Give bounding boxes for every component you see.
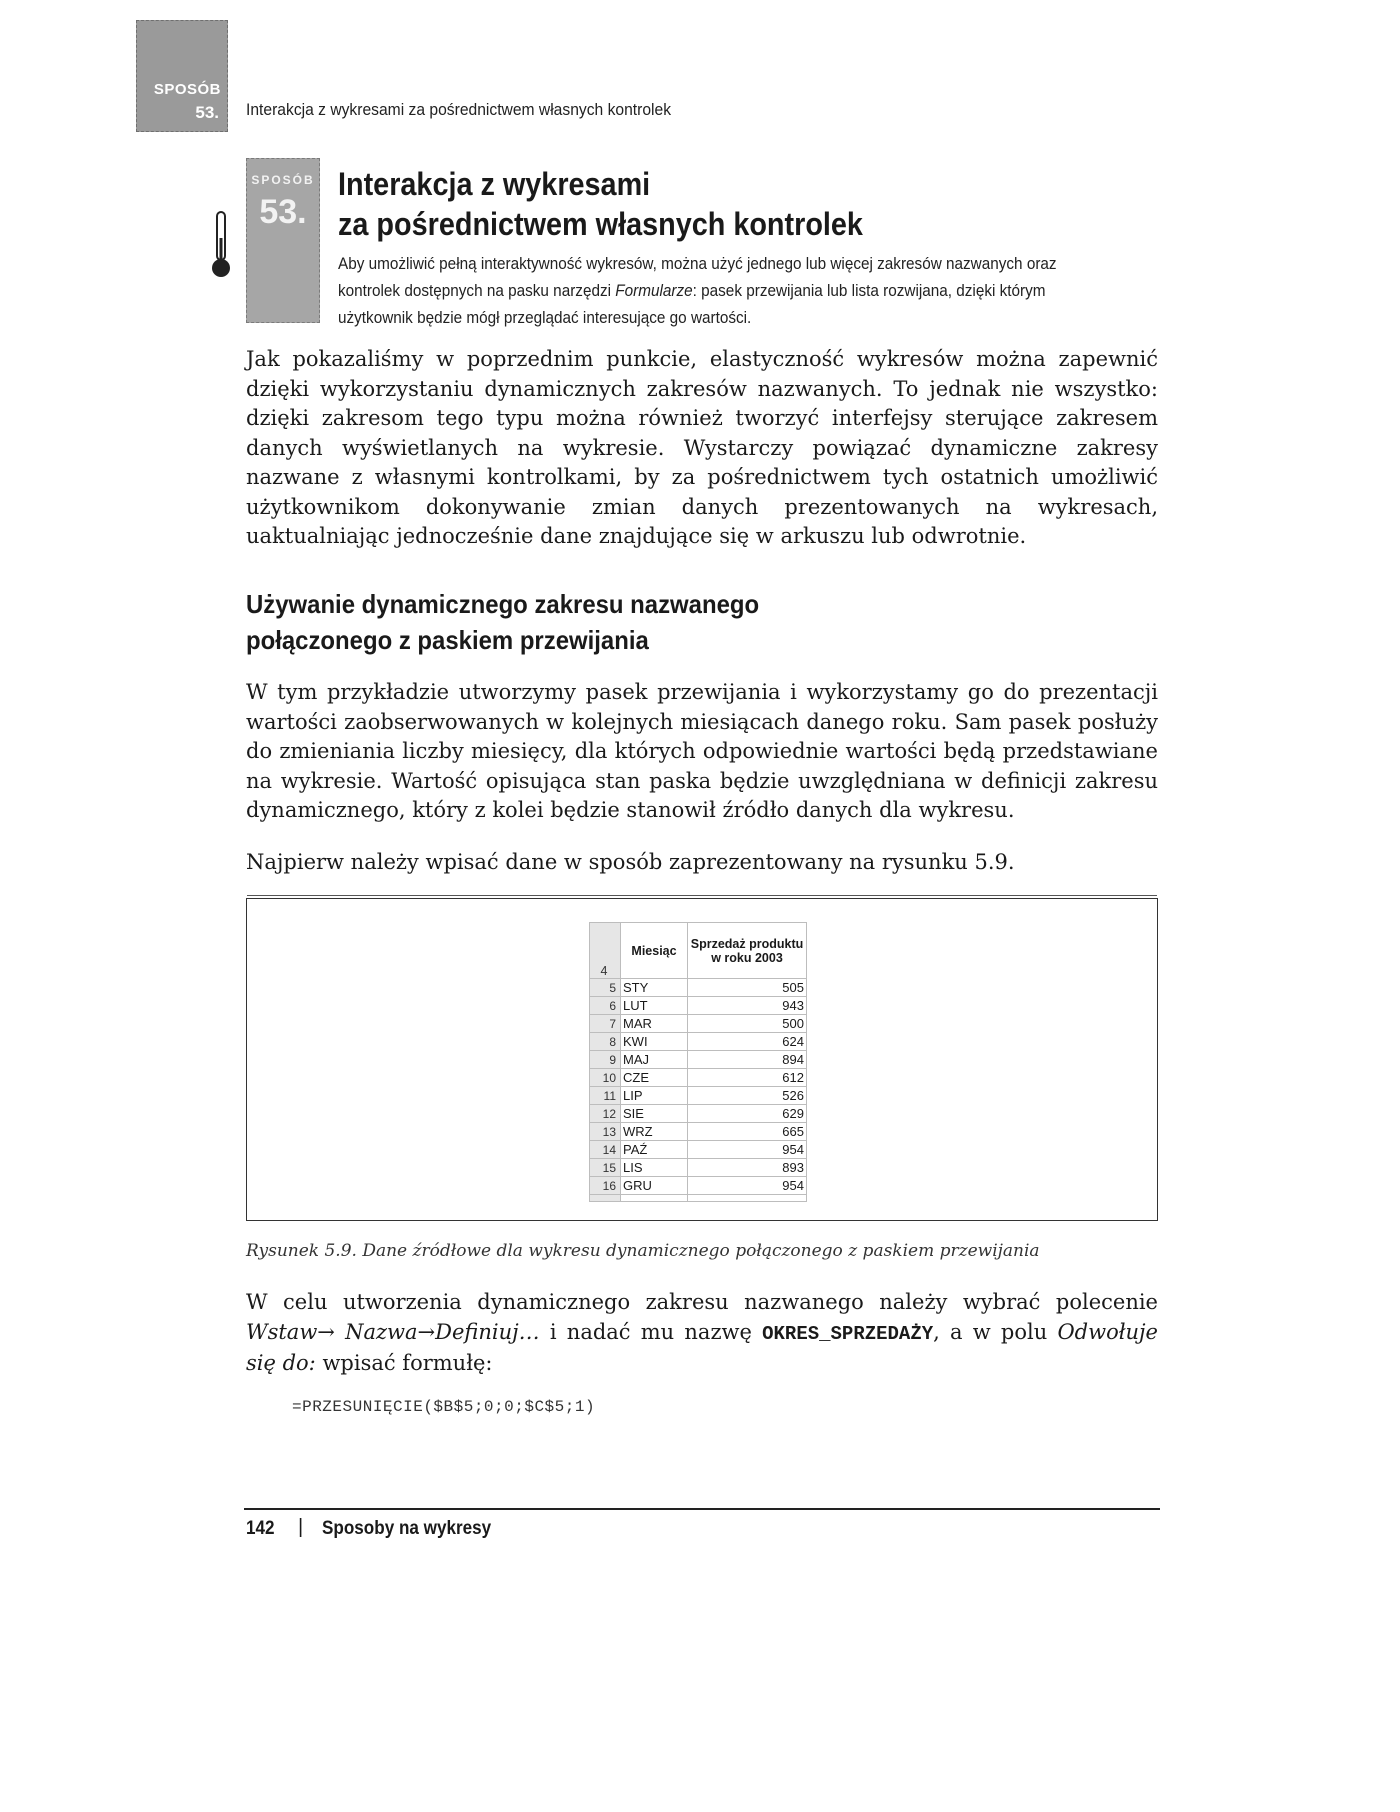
figure-caption: Rysunek 5.9. Dane źródłowe dla wykresu dynamicznego połączonego z paskiem przewijania (246, 1241, 1040, 1261)
row-header: 14 (590, 1141, 621, 1159)
paragraph-example: W tym przykładzie utworzymy pasek przewijania i wykorzystamy go do prezentacji wartości zaobserwowanych w kolejnych miesiącach danego roku. Sam pasek posłuży do zmieniania liczby miesięcy, dla których odpowiednie wartości będą przedstawiane na wykresie. Wartość opisująca stan paska będzie uwzględniana w definicji zakresu dynamicznego, który z kolei będzie stanowił źródło danych dla wykresu. (246, 680, 1158, 822)
paragraph-figure-ref: Najpierw należy wpisać dane w sposób zaprezentowany na rysunku 5.9. (246, 850, 1015, 874)
value-cell: 665 (688, 1123, 807, 1141)
row-header: 9 (590, 1051, 621, 1069)
footer-rule (244, 1508, 1160, 1510)
hack-summary-toolbar-name: Formularze (615, 281, 693, 300)
month-cell: MAJ (621, 1051, 688, 1069)
section-heading (246, 586, 759, 658)
spreadsheet-header-row (590, 923, 807, 979)
section-heading-line-2: połączonego z paskiem przewijania (246, 625, 649, 655)
footer-separator: | (298, 1516, 304, 1538)
month-cell: KWI (621, 1033, 688, 1051)
menu-path: Wstaw→ Nazwa→Definiuj… (246, 1319, 540, 1344)
table-row (590, 1123, 807, 1141)
row-header: 6 (590, 997, 621, 1015)
footer-book-title: Sposoby na wykresy (322, 1518, 492, 1539)
table-row (590, 1105, 807, 1123)
month-cell: LUT (621, 997, 688, 1015)
hack-summary-text: Aby umożliwić pełną interaktywność wykresów, można użyć jednego lub więcej zakresów nazwanych oraz kontrolek dostępnych na pasku narzędzi (338, 254, 1057, 300)
section-heading-line-1: Używanie dynamicznego zakresu nazwanego (246, 589, 760, 619)
table-row (590, 1141, 807, 1159)
table-row (590, 1177, 807, 1195)
hack-badge (246, 158, 320, 323)
table-row-partial (590, 1195, 807, 1202)
value-cell: 893 (688, 1159, 807, 1177)
page-number: 142 (246, 1518, 275, 1539)
hack-title-line-2: za pośrednictwem własnych kontrolek (338, 206, 863, 242)
month-cell: GRU (621, 1177, 688, 1195)
hack-summary-text-end: : pasek przewijania lub lista rozwijana, dzięki którym użytkownik będzie mógł przeglądać interesujące go wartości. (338, 281, 1046, 327)
table-row (590, 1051, 807, 1069)
value-cell: 526 (688, 1087, 807, 1105)
instructions-text-2: i nadać mu nazwę (539, 1319, 763, 1344)
row-header: 12 (590, 1105, 621, 1123)
value-cell: 943 (688, 997, 807, 1015)
row-header: 8 (590, 1033, 621, 1051)
row-header: 16 (590, 1177, 621, 1195)
row-header: 4 (590, 923, 621, 979)
hack-title (338, 164, 863, 244)
value-cell: 954 (688, 1177, 807, 1195)
row-header: 15 (590, 1159, 621, 1177)
month-cell: LIP (621, 1087, 688, 1105)
column-header-month: Miesiąc (621, 923, 688, 979)
table-row (590, 997, 807, 1015)
chapter-tab (136, 20, 228, 132)
month-cell: SIE (621, 1105, 688, 1123)
row-header: 10 (590, 1069, 621, 1087)
row-header: 13 (590, 1123, 621, 1141)
value-cell: 629 (688, 1105, 807, 1123)
month-cell: CZE (621, 1069, 688, 1087)
row-header: 11 (590, 1087, 621, 1105)
month-cell: WRZ (621, 1123, 688, 1141)
running-header: Interakcja z wykresami za pośrednictwem własnych kontrolek (246, 100, 672, 119)
row-header: 5 (590, 979, 621, 997)
value-cell: 894 (688, 1051, 807, 1069)
paragraph-intro: Jak pokazaliśmy w poprzednim punkcie, elastyczność wykresów można zapewnić dzięki wykorzystaniu dynamicznych zakresów nazwanych. To jednak nie wszystko: dzięki zakresom tego typu można również tworzyć interfejsy sterujące zakresem danych wyświetlanych na wykresie. Wystarczy powiązać dynamiczne zakresy nazwane z własnymi kontrolkami, by za pośrednictwem tych ostatnich umożliwić użytkownikom dokonywanie zmian danych prezentowanych na wykresach, uaktualniając jednocześnie dane znajdujące się w arkuszu lub odwrotnie. (246, 347, 1158, 548)
table-row (590, 1015, 807, 1033)
month-cell: STY (621, 979, 688, 997)
spreadsheet-table (589, 922, 807, 1202)
hack-badge-label: SPOSÓB (251, 173, 315, 187)
instructions-text: W celu utworzenia dynamicznego zakresu nazwanego należy wybrać polecenie (246, 1290, 1158, 1314)
month-cell: LIS (621, 1159, 688, 1177)
table-row (590, 1033, 807, 1051)
hack-summary (338, 250, 1076, 331)
table-row (590, 1069, 807, 1087)
value-cell: 624 (688, 1033, 807, 1051)
thermometer-icon (210, 210, 232, 280)
month-cell: MAR (621, 1015, 688, 1033)
value-cell: 954 (688, 1141, 807, 1159)
row-header: 7 (590, 1015, 621, 1033)
hack-badge-number: 53. (259, 193, 307, 231)
field-name: Odwołuje się do: (246, 1319, 1158, 1375)
value-cell: 505 (688, 979, 807, 997)
instructions-text-4: wpisać formułę: (315, 1351, 493, 1375)
value-cell: 612 (688, 1069, 807, 1087)
value-cell: 500 (688, 1015, 807, 1033)
table-row (590, 1159, 807, 1177)
hack-title-line-1: Interakcja z wykresami (338, 166, 651, 202)
range-name: OKRES_SPRZEDAŻY (762, 1322, 934, 1345)
paragraph-instructions (246, 1288, 1158, 1379)
month-cell: PAŹ (621, 1141, 688, 1159)
table-row (590, 1087, 807, 1105)
formula-code: =PRZESUNIĘCIE($B$5;0;0;$C$5;1) (292, 1398, 596, 1416)
instructions-text-3: , a w polu (933, 1319, 1058, 1344)
chapter-tab-label: SPOSÓB (153, 81, 221, 98)
chapter-tab-number: 53. (195, 103, 219, 122)
column-header-sales: Sprzedaż produktu w roku 2003 (688, 923, 807, 979)
table-row (590, 979, 807, 997)
